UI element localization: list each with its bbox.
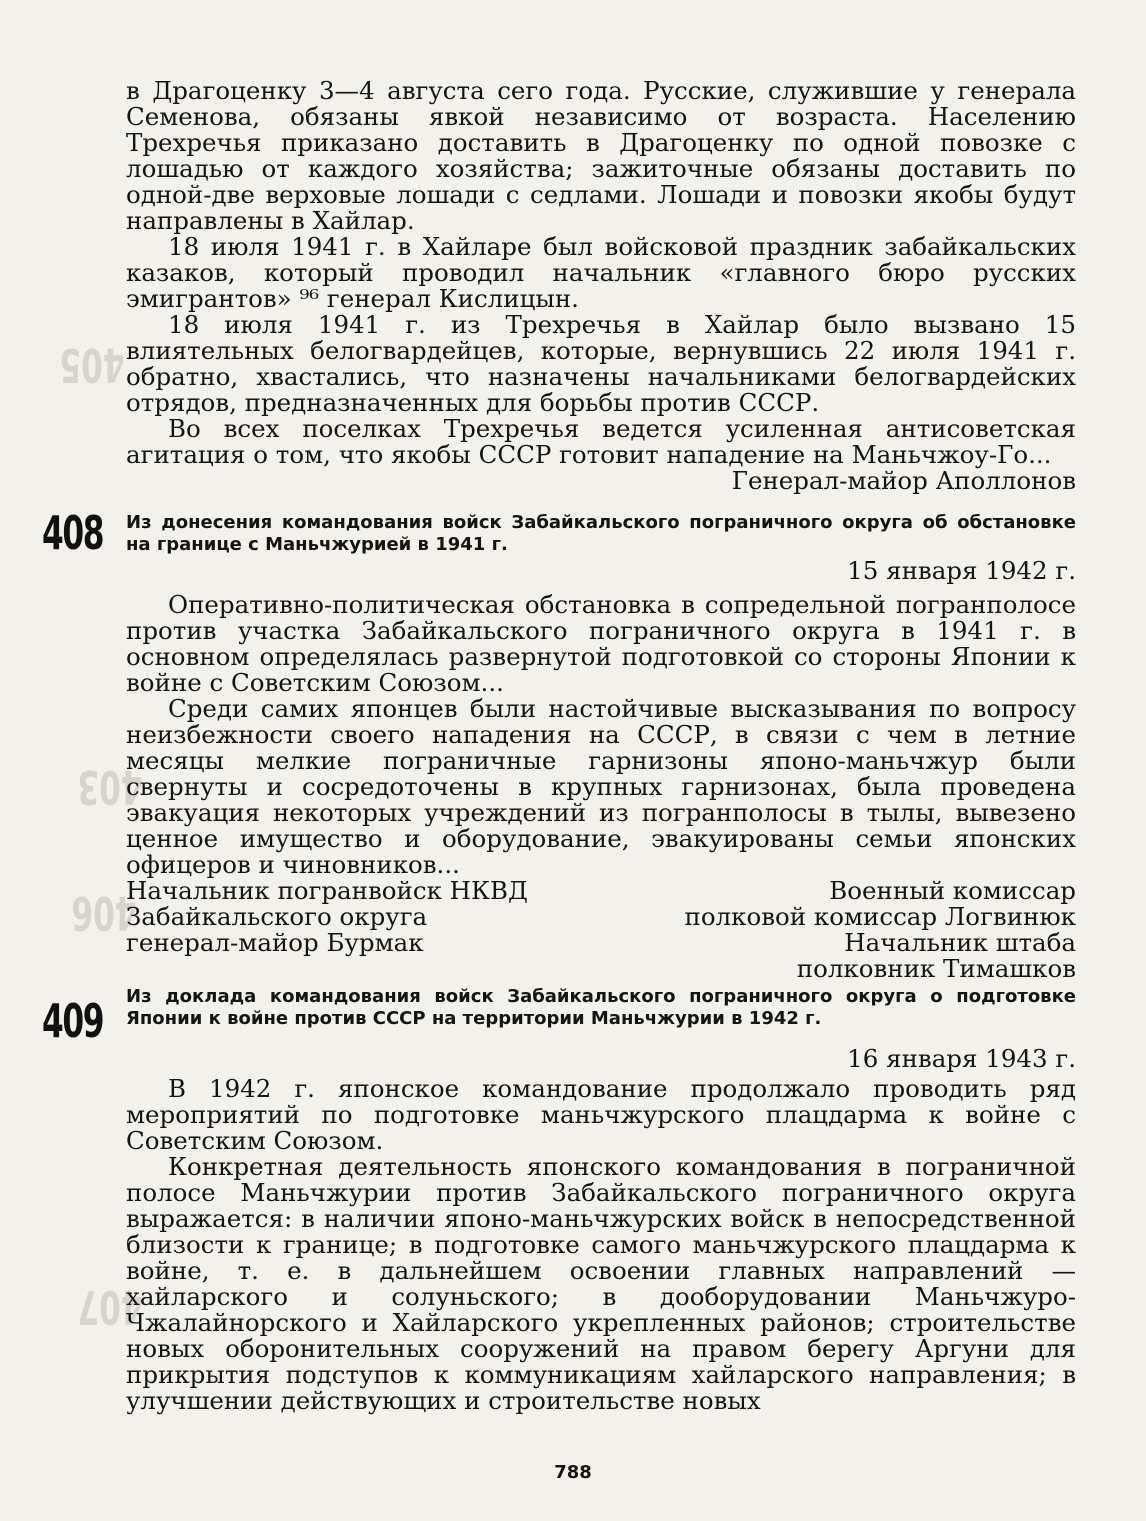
document-heading: Из доклада командования войск Забайкальского пограничного округа о подготовке Японии к войне против СССР на территории Маньчжурии в 1942 г. — [126, 986, 1076, 1029]
signature-line: Начальник погранвойск НКВД — [126, 876, 528, 905]
signature-line: полковой комиссар Логвинюк — [684, 902, 1076, 931]
document-continuation — [126, 78, 1076, 494]
signature-block — [126, 878, 1076, 982]
document-date: 16 января 1943 г. — [847, 1044, 1076, 1073]
page-number: 788 — [554, 1462, 592, 1483]
signature-line: Забайкальского округа — [126, 902, 428, 931]
bleed-through-number: 406 — [71, 886, 137, 940]
bleed-through-number: 405 — [59, 338, 125, 392]
signature-line: полковник Тимашков — [796, 954, 1076, 983]
document-number: 408 — [42, 506, 104, 560]
paragraph: Среди самих японцев были настойчивые высказывания по вопросу неизбежности своего нападения на СССР, в связи с чем в летние месяцы мелкие пограничные гарнизоны японо-маньчжур были свернуты и сосредоточены в крупных гарнизонах, была проведена эвакуация некоторых учреждений из погранполосы в тылы, вывезено ценное имущество и оборудование, эвакуированы семьи японских офицеров и чиновников... — [126, 694, 1076, 879]
document-heading: Из донесения командования войск Забайкальского пограничного округа об обстановке на границе с Маньчжурией в 1941 г. — [126, 512, 1076, 555]
signature-left — [126, 878, 528, 982]
signature-line: Военный комиссар — [829, 876, 1076, 905]
signature: Генерал-майор Аполлонов — [731, 466, 1076, 495]
signature-line: генерал-майор Бурмак — [126, 928, 424, 957]
bleed-through-number: 407 — [77, 1280, 143, 1334]
paragraph: Во всех поселках Трехречья ведется усиленная антисоветская агитация о том, что якобы СССР готовит нападение на Маньчжоу-Го... — [126, 414, 1076, 469]
paragraph: Оперативно-политическая обстановка в сопредельной погранполосе против участка Забайкальского пограничного округа в 1941 г. в основном определялась развернутой подготовкой со стороны Японии к войне с Советским Союзом... — [126, 590, 1076, 697]
bleed-through-number: 403 — [77, 760, 143, 814]
document-number: 409 — [42, 994, 104, 1048]
document-409 — [126, 986, 1076, 1414]
paragraph: 18 июля 1941 г. в Хайларе был войсковой праздник забайкальских казаков, который проводил начальник «главного бюро русских эмигрантов» ⁹⁶ генерал Кислицын. — [126, 232, 1076, 313]
paragraph: в Драгоценку 3—4 августа сего года. Русские, служившие у генерала Семенова, обязаны явкой независимо от возраста. Населению Трехречья приказано доставить в Драгоценку по одной повозке с лошадью от каждого хозяйства; зажиточные обязаны доставить по одной-две верховые лошади с седлами. Лошади и повозки якобы будут направлены в Хайлар. — [126, 76, 1076, 235]
signature-line: Начальник штаба — [844, 928, 1076, 957]
signature-right — [685, 878, 1076, 982]
document-408 — [126, 512, 1076, 982]
paragraph: В 1942 г. японское командование продолжало проводить ряд мероприятий по подготовке маньчжурского плацдарма к войне с Советским Союзом. — [126, 1074, 1076, 1155]
paragraph: Конкретная деятельность японского командования в пограничной полосе Маньчжурии против Забайкальского пограничного округа выражается: в наличии японо-маньчжурских войск в непосредственной близости к границе; в подготовке самого маньчжурского плацдарма к войне, т. е. в дальнейшем освоении главных направлений — хайларского и солуньского; в дооборудовании Маньчжуро-Чжалайнорского и Хайларского укрепленных районов; строительстве новых оборонительных сооружений на правом берегу Аргуни для прикрытия подступов к коммуникациям хайларского направления; в улучшении действующих и строительстве новых — [126, 1152, 1076, 1415]
paragraph: 18 июля 1941 г. из Трехречья в Хайлар было вызвано 15 влиятельных белогвардейцев, которые, вернувшись 22 июля 1941 г. обратно, хвастались, что назначены начальниками белогвардейских отрядов, предназначенных для борьбы против СССР. — [126, 310, 1076, 417]
document-date: 15 января 1942 г. — [847, 556, 1076, 585]
